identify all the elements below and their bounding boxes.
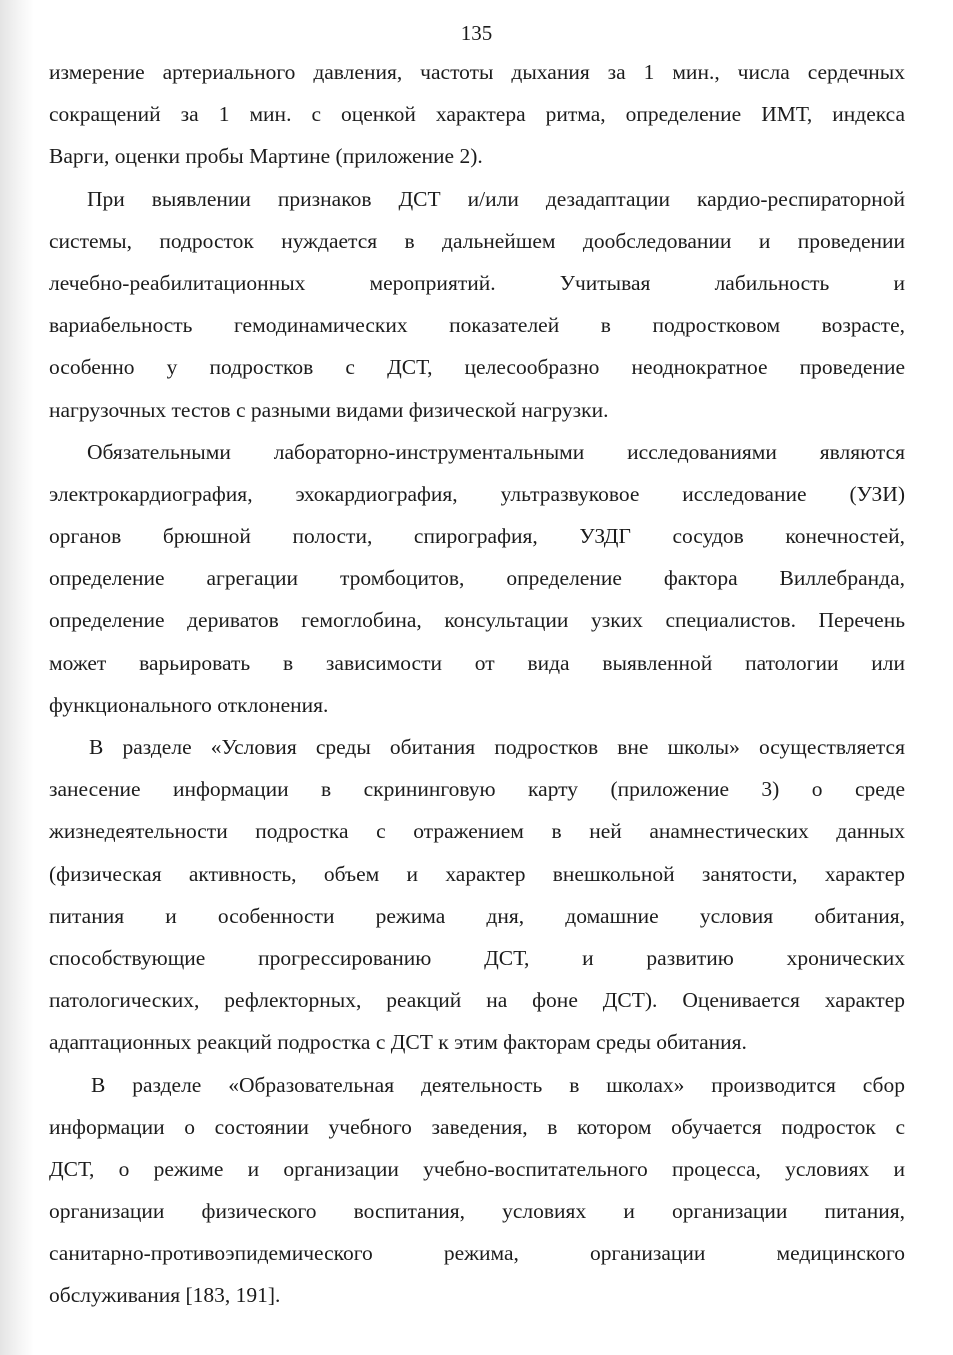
text-line: сокращений за 1 мин. с оценкой характера ритма, определение ИМТ, индекса [49, 102, 905, 127]
text-line: В разделе «Условия среды обитания подростков вне школы» осуществляется [89, 735, 905, 759]
page-number: 135 [460, 21, 493, 45]
text-line: адаптационных реакций подростка с ДСТ к этим факторам среды обитания. [49, 1030, 747, 1055]
text-line: определение агрегации тромбоцитов, определение фактора Виллебранда, [49, 566, 905, 591]
text-line: информации о состоянии учебного заведения, в котором обучается подросток с [49, 1114, 905, 1139]
text-line: функционального отклонения. [49, 692, 329, 717]
text-line: обслуживания [183, 191]. [49, 1283, 281, 1308]
text-line: способствующие прогрессированию ДСТ, и развитию хронических [49, 945, 905, 970]
text-line: измерение артериального давления, частоты дыхания за 1 мин., числа сердечных [49, 60, 905, 84]
paragraph-1 [49, 51, 905, 178]
text-line: органов брюшной полости, спирография, УЗДГ сосудов конечностей, [49, 524, 905, 549]
text-line: системы, подросток нуждается в дальнейшем дообследовании и проведении [49, 228, 905, 253]
paragraph-4 [49, 726, 905, 1064]
paragraph-5 [49, 1064, 905, 1317]
text-line: санитарно-противоэпидемического режима, организации медицинского [49, 1241, 905, 1266]
text-line: питания и особенности режима дня, домашние условия обитания, [49, 903, 905, 928]
text-line: Обязательными лабораторно-инструментальными исследованиями являются [87, 439, 905, 464]
text-line: При выявлении признаков ДСТ и/или дезадаптации кардио-респираторной [87, 186, 905, 211]
text-line: организации физического воспитания, условиях и организации питания, [49, 1199, 905, 1224]
text-line: патологических, рефлекторных, реакций на фоне ДСТ). Оценивается характер [49, 988, 905, 1013]
paragraph-2 [49, 178, 905, 431]
text-line: занесение информации в скрининговую карту (приложение 3) о среде [49, 777, 905, 802]
text-line: электрокардиография, эхокардиография, ультразвуковое исследование (УЗИ) [49, 481, 905, 506]
text-line: В разделе «Образовательная деятельность в школах» производится сбор [91, 1072, 905, 1097]
text-line: особенно у подростков с ДСТ, целесообразно неоднократное проведение [49, 355, 905, 380]
text-line: Варги, оценки пробы Мартине (приложение 2). [49, 144, 483, 169]
text-line: ДСТ, о режиме и организации учебно-воспитательного процесса, условиях и [49, 1156, 905, 1181]
text-line: (физическая активность, объем и характер внешкольной занятости, характер [49, 861, 905, 886]
scan-edge-shadow [0, 0, 34, 1355]
document-body [49, 51, 905, 1317]
text-line: вариабельность гемодинамических показателей в подростковом возрасте, [49, 313, 905, 338]
text-line: может варьировать в зависимости от вида выявленной патологии или [49, 650, 905, 675]
paragraph-3 [49, 431, 905, 726]
text-line: определение дериватов гемоглобина, консультации узких специалистов. Перечень [49, 608, 905, 633]
text-line: лечебно-реабилитационных мероприятий. Учитывая лабильность и [49, 270, 905, 295]
text-line: жизнедеятельности подростка с отражением в ней анамнестических данных [49, 819, 905, 844]
text-line: нагрузочных тестов с разными видами физической нагрузки. [49, 397, 609, 422]
